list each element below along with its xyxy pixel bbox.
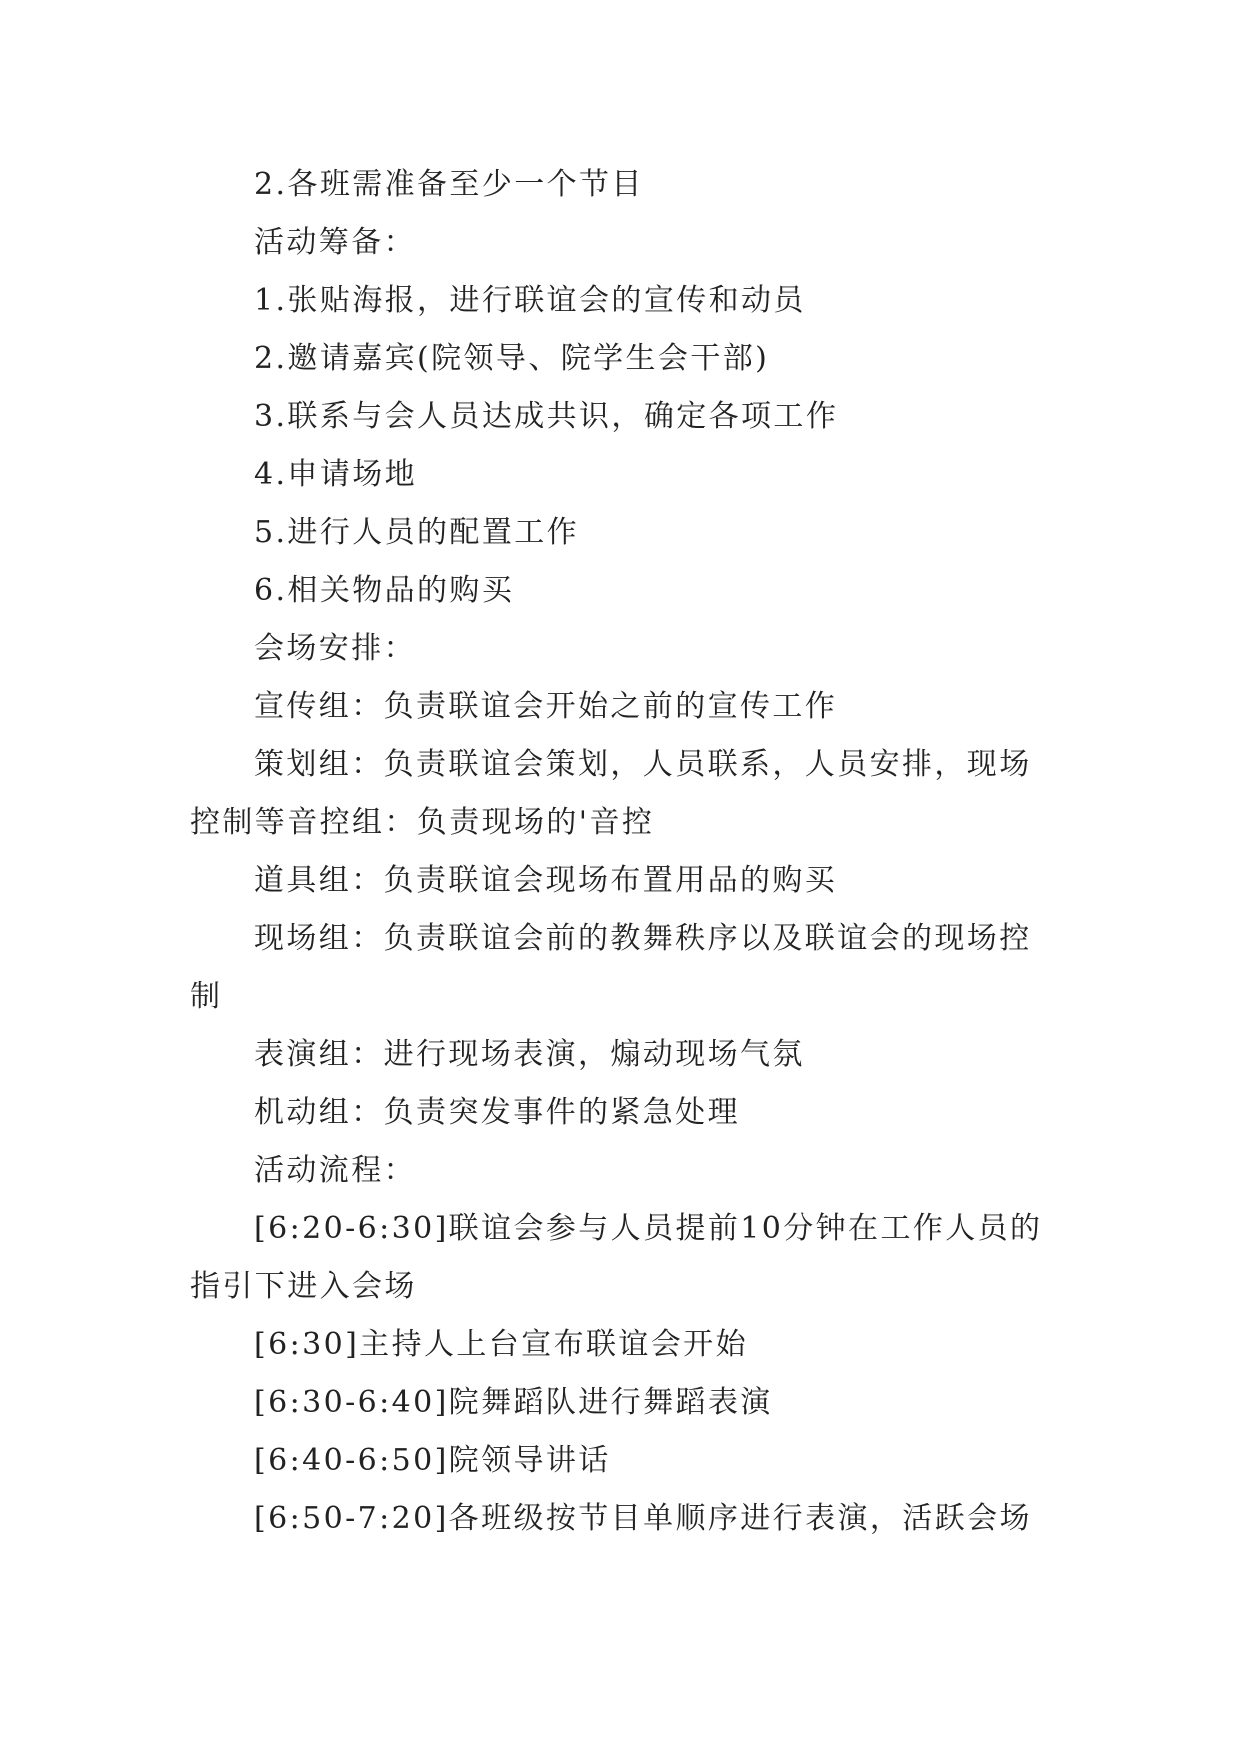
paragraph-planning-group: 策划组：负责联谊会策划，人员联系，人员安排，现场控制等音控组：负责现场的'音控 bbox=[190, 747, 1032, 840]
paragraph-performance-group: 表演组：进行现场表演，煽动现场气氛 bbox=[254, 1037, 805, 1072]
paragraph-schedule-performances: [6:50-7:20]各班级按节目单顺序进行表演，活跃会场 bbox=[254, 1501, 1032, 1536]
paragraph-apply-venue: 4.申请场地 bbox=[254, 457, 418, 492]
paragraph-contact-attendees: 3.联系与会人员达成共识，确定各项工作 bbox=[254, 399, 839, 434]
paragraph-posters: 1.张贴海报，进行联谊会的宣传和动员 bbox=[254, 283, 806, 318]
paragraph-purchase: 6.相关物品的购买 bbox=[254, 573, 515, 608]
heading-activity-process: 活动流程： bbox=[254, 1153, 416, 1188]
paragraph-schedule-entry: [6:20-6:30]联谊会参与人员提前10分钟在工作人员的指引下进入会场 bbox=[190, 1211, 1043, 1304]
paragraph-invite-guests: 2.邀请嘉宾(院领导、院学生会干部) bbox=[254, 341, 770, 376]
heading-activity-preparation: 活动筹备： bbox=[254, 225, 416, 260]
paragraph-class-program: 2.各班需准备至少一个节目 bbox=[254, 167, 644, 202]
paragraph-schedule-opening: [6:30]主持人上台宣布联谊会开始 bbox=[254, 1327, 748, 1362]
paragraph-mobile-group: 机动组：负责突发事件的紧急处理 bbox=[254, 1095, 740, 1130]
heading-venue-arrangement: 会场安排： bbox=[254, 631, 416, 666]
paragraph-onsite-group: 现场组：负责联谊会前的教舞秩序以及联谊会的现场控制 bbox=[190, 921, 1032, 1014]
paragraph-publicity-group: 宣传组：负责联谊会开始之前的宣传工作 bbox=[254, 689, 838, 724]
paragraph-schedule-dance: [6:30-6:40]院舞蹈队进行舞蹈表演 bbox=[254, 1385, 773, 1420]
paragraph-props-group: 道具组：负责联谊会现场布置用品的购买 bbox=[254, 863, 838, 898]
document-body bbox=[190, 156, 1050, 1548]
paragraph-staffing: 5.进行人员的配置工作 bbox=[254, 515, 580, 550]
paragraph-schedule-speech: [6:40-6:50]院领导讲话 bbox=[254, 1443, 611, 1478]
